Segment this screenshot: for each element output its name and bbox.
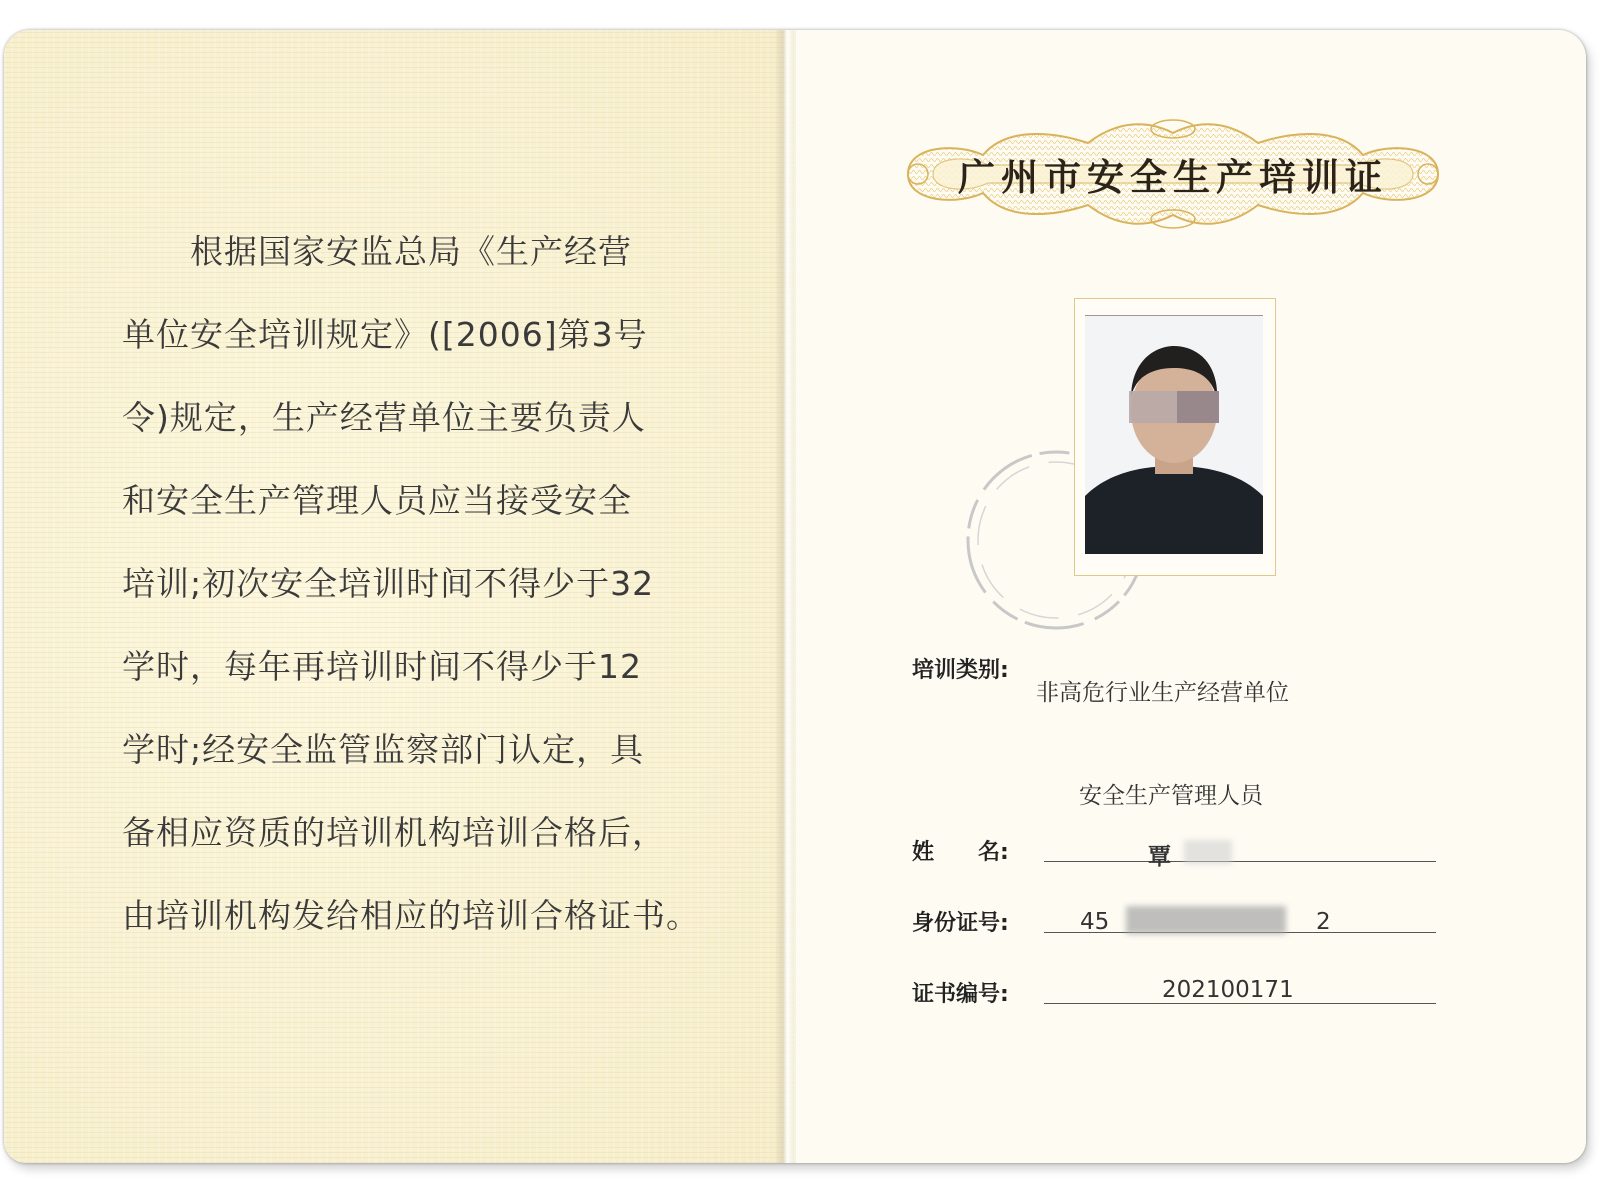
name-label: 姓 名: [912,840,1009,865]
certificate-booklet [4,30,1586,1163]
id-photo [1085,315,1263,554]
regulation-line: 培训;初次安全培训时间不得少于32 [122,564,655,603]
regulation-text [122,210,742,957]
name-underline [1044,861,1436,862]
portrait-graphic [1085,316,1263,554]
certificate-number-underline [1044,1003,1436,1004]
certificate-title: 广州市安全生产培训证 [958,155,1388,199]
photo-frame [1074,298,1276,576]
booklet-spine [774,30,796,1163]
regulation-line: 单位安全培训规定》([2006]第3号 [122,315,648,354]
id-number-redaction [1126,906,1286,934]
name-value: 覃 [1148,844,1171,870]
id-number-label: 身份证号: [912,911,1009,936]
title-banner [888,115,1458,233]
training-type-value-line2: 安全生产管理人员 [1079,783,1263,809]
certificate-number-value: 202100171 [1162,977,1294,1003]
name-redaction [1184,840,1232,864]
regulation-line: 备相应资质的培训机构培训合格后， [122,813,666,852]
regulation-line: 学时;经安全监管监察部门认定，具 [122,730,645,769]
id-number-prefix: 45 [1080,909,1110,935]
regulation-line: 学时，每年再培训时间不得少于12 [122,647,642,686]
regulation-line: 和安全生产管理人员应当接受安全 [122,481,632,520]
regulation-line: 根据国家安监总局《生产经营 [122,232,632,271]
regulation-line: 令)规定，生产经营单位主要负责人 [122,398,646,437]
left-page [4,30,794,1163]
certificate-number-label: 证书编号: [912,982,1009,1007]
right-page [796,30,1586,1163]
training-type-value-line1: 非高危行业生产经营单位 [1036,680,1289,706]
id-number-suffix: 2 [1316,909,1331,935]
training-type-label: 培训类别: [912,658,1009,683]
regulation-line: 由培训机构发给相应的培训合格证书。 [122,896,700,935]
